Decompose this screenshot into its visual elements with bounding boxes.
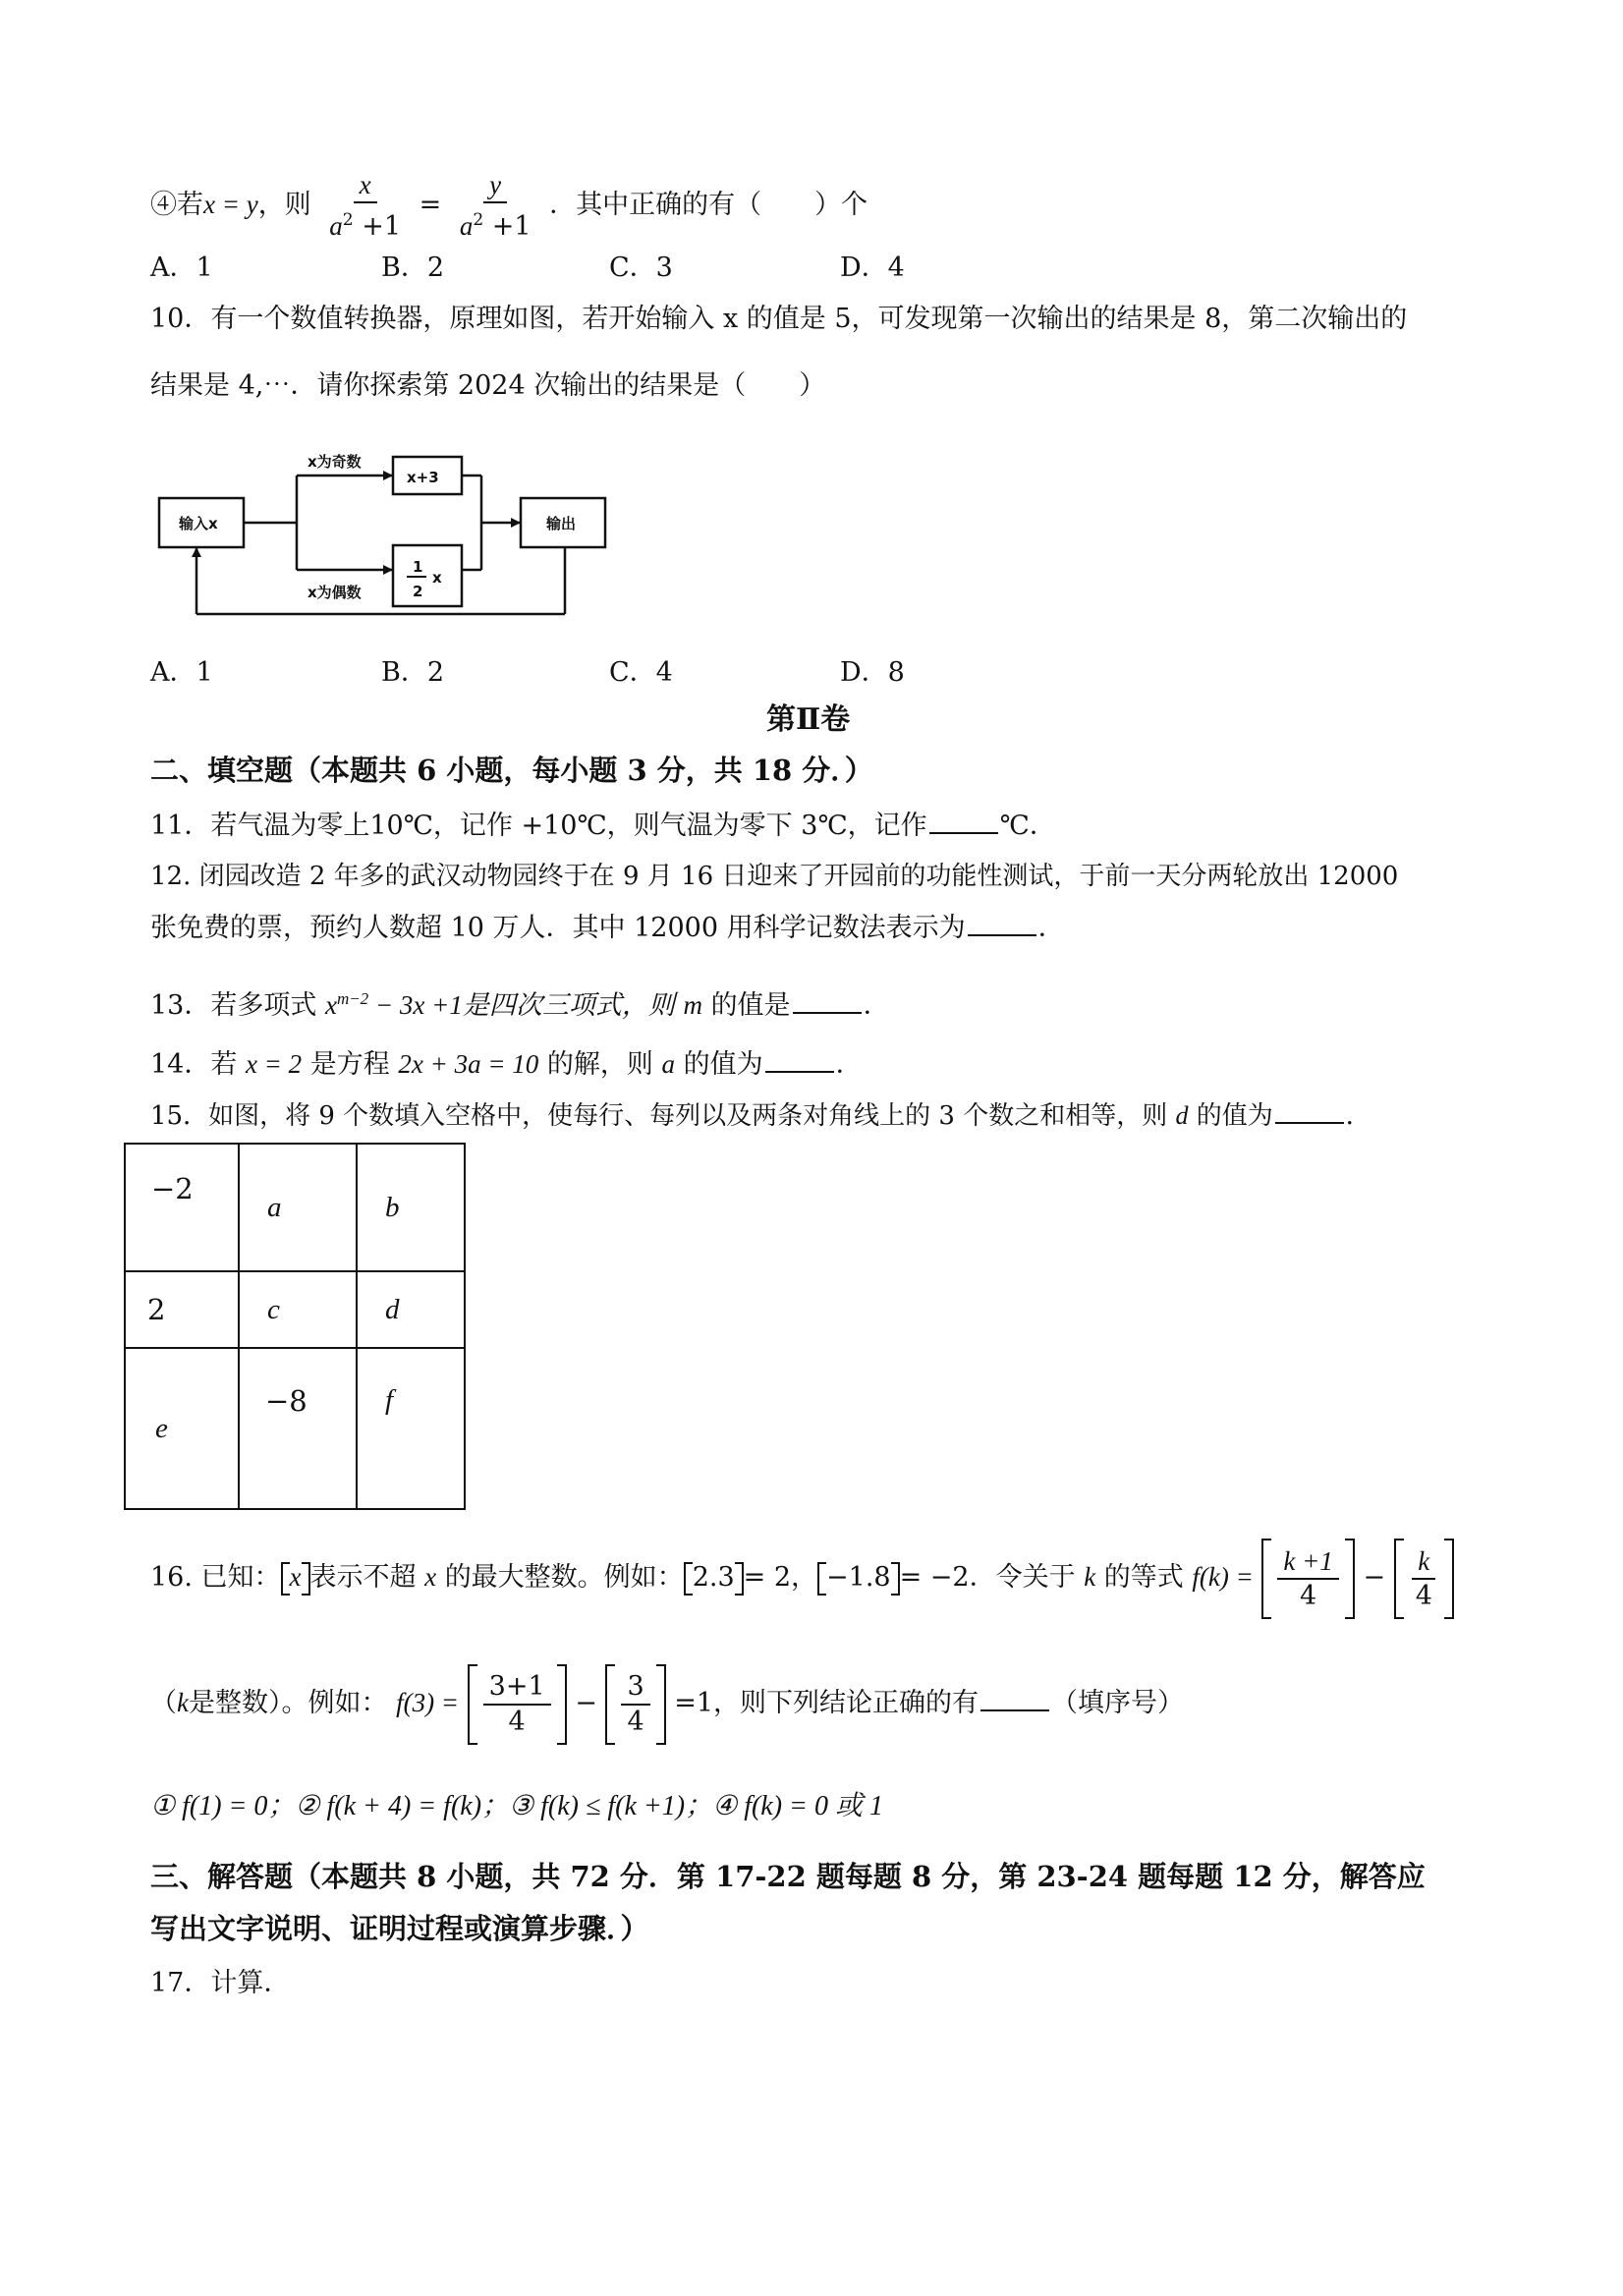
- odd-label: x为奇数: [308, 453, 362, 471]
- section3-line1: 三、解答题（本题共 8 小题，共 72 分．第 17-22 题每题 8 分，第 23-24 题每题 12 分，解答应: [150, 1860, 1426, 1893]
- q16-eq1: =1，则下列结论正确的有: [674, 1688, 979, 1718]
- q15-end: ．: [1345, 1101, 1371, 1131]
- q10-choice-c: C．4: [609, 657, 673, 688]
- q15: [150, 1098, 1371, 1133]
- q9-frac1-num: x: [354, 168, 377, 203]
- q9-choice-b: B．2: [381, 252, 445, 283]
- q14-pre: 14．若: [150, 1049, 238, 1080]
- q16-options: ① f(1) = 0；② f(k + 4) = f(k)；③ f(k) ≤ f(k +1)；④ f(k) = 0 或 1: [150, 1791, 883, 1821]
- q16-minus2: −: [575, 1688, 597, 1718]
- volume-title: 第Ⅱ卷: [766, 702, 851, 737]
- q13-blank: [793, 988, 862, 1014]
- cell-r3c1-value: e: [155, 1412, 168, 1444]
- q16-ex1-in: 2.3: [692, 1562, 735, 1593]
- q15-var: d: [1175, 1101, 1189, 1130]
- q17: 17．计算．: [150, 1968, 291, 1998]
- q13-var: m: [683, 990, 702, 1020]
- q16-fk: f(k) =: [1192, 1562, 1254, 1592]
- q9-eq: =: [419, 190, 442, 220]
- q13-post: 的值是: [710, 990, 791, 1021]
- q11-text: 11．若气温为零上10℃，记作 +10℃，则气温为零下 3℃，记作: [150, 811, 927, 841]
- cell-r2c1: [125, 1271, 239, 1348]
- q16-eq-intro: 的等式: [1103, 1562, 1184, 1593]
- cell-r3c1: [125, 1348, 239, 1509]
- q16-den4: 4: [627, 1706, 644, 1737]
- q11: [150, 809, 1056, 843]
- q16-line2-pre: （: [150, 1688, 177, 1718]
- q13: [150, 982, 890, 1023]
- q16-bracket4: [605, 1664, 665, 1745]
- q14-mid: 是方程: [309, 1049, 390, 1080]
- cell-r2c2-value: c: [267, 1293, 280, 1325]
- q16-ex2-in: −1.8: [826, 1562, 891, 1593]
- even-box: [393, 545, 462, 606]
- q16-num2: k: [1412, 1544, 1435, 1580]
- q9-frac1-den-rest: +1: [353, 211, 401, 242]
- converter-diagram: [147, 447, 619, 624]
- q13-rest: − 3x +1是四次三项式，则: [368, 990, 675, 1020]
- q14-post: 的解，则: [546, 1049, 653, 1080]
- q13-pre: 13．若多项式: [150, 990, 317, 1021]
- cell-r1c3-value: b: [385, 1191, 400, 1223]
- q16-ex2-out: = −2．令关于: [899, 1562, 1076, 1593]
- q11-blank: [929, 809, 998, 834]
- cell-r2c1-value: 2: [147, 1293, 166, 1326]
- q9-item4-cond: x = y: [203, 190, 258, 219]
- q16-x2: x: [424, 1562, 437, 1592]
- q10-choice-a: A．1: [150, 657, 213, 688]
- q16-line2-end: （填序号）: [1051, 1688, 1185, 1718]
- q16-minus: −: [1363, 1562, 1386, 1593]
- output-box-label: 输出: [546, 515, 577, 532]
- cell-r1c1-value: −2: [151, 1172, 194, 1205]
- cell-r2c3: [357, 1271, 465, 1348]
- q12-blank: [968, 911, 1036, 936]
- q9-frac2-den-base: a: [459, 211, 474, 241]
- q15-pre: 15．如图，将 9 个数填入空格中，使每行、每列以及两条对角线上的 3 个数之和相等，则: [150, 1101, 1168, 1131]
- q10-line2: 结果是 4,⋯．请你探索第 2024 次输出的结果是（ ）: [150, 370, 826, 401]
- q9-item4-tail: ．其中正确的有（ ）个: [549, 190, 868, 220]
- q13-base: x: [324, 990, 337, 1020]
- even-box-num: 1: [413, 558, 423, 576]
- q14: [150, 1047, 863, 1082]
- cell-r3c2-value: −8: [265, 1384, 308, 1418]
- cell-r2c2: [239, 1271, 357, 1348]
- q16-line2: [150, 1658, 1184, 1747]
- even-label: x为偶数: [308, 584, 362, 601]
- q9-choice-d: D．4: [840, 252, 905, 283]
- q12-line2-text: 张免费的票，预约人数超 10 万人．其中 12000 用科学记数法表示为: [150, 913, 966, 943]
- cell-r3c3: [357, 1348, 465, 1509]
- q9-item4-prefix: ④若: [150, 190, 203, 220]
- q14-post2: 的值为: [683, 1049, 763, 1080]
- q11-unit: ℃．: [999, 811, 1056, 841]
- q15-post: 的值为: [1196, 1101, 1273, 1131]
- cell-r3c3-value: f: [385, 1384, 394, 1416]
- q10-line1: 10．有一个数值转换器，原理如图，若开始输入 x 的值是 5，可发现第一次输出的结果是 8，第二次输出的: [150, 304, 1408, 334]
- q12-line2: [150, 911, 1065, 945]
- input-box-label: 输入x: [179, 515, 218, 532]
- q9-frac2-den-rest: +1: [483, 211, 532, 242]
- q13-exp: m−2: [336, 989, 369, 1008]
- q14-eq2: 2x + 3a = 10: [398, 1049, 539, 1079]
- q13-end: ．: [863, 990, 890, 1021]
- q16-ex1-out: = 2，: [743, 1562, 818, 1593]
- even-box-den: 2: [413, 583, 423, 600]
- q16-x-var: x: [289, 1562, 302, 1592]
- q9-frac2-den-exp: 2: [473, 210, 484, 230]
- section2-title: 二、填空题（本题共 6 小题，每小题 3 分，共 18 分．）: [150, 754, 873, 787]
- cell-r1c1: [125, 1144, 239, 1271]
- q9-item4: [150, 165, 867, 244]
- q10-choice-b: B．2: [381, 657, 445, 688]
- q9-frac1: [323, 168, 407, 244]
- q16-def: 表示不超: [309, 1562, 417, 1593]
- q14-var: a: [661, 1049, 675, 1079]
- q16-k-var: k: [1084, 1562, 1096, 1592]
- q9-item4-then: ，则: [257, 190, 311, 220]
- q15-blank: [1275, 1098, 1344, 1124]
- cell-r3c2: [239, 1348, 357, 1509]
- q16-bracket3: [468, 1664, 567, 1745]
- q14-end: ．: [835, 1049, 863, 1080]
- q9-frac1-den-exp: 2: [342, 210, 354, 230]
- q12-end: ．: [1037, 913, 1065, 943]
- q16-line2-mid: 是整数）。例如：: [188, 1688, 388, 1718]
- q9-frac2-num: y: [483, 168, 507, 203]
- cell-r2c3-value: d: [385, 1293, 400, 1325]
- cell-r1c2-value: a: [267, 1191, 282, 1223]
- magic-square: [124, 1143, 466, 1510]
- section3-line2: 写出文字说明、证明过程或演算步骤．）: [150, 1912, 649, 1945]
- cell-r1c3: [357, 1144, 465, 1271]
- q16-num4: 3: [621, 1670, 649, 1706]
- q14-eq1: x = 2: [245, 1049, 303, 1079]
- q16-den2: 4: [1415, 1580, 1432, 1611]
- q10-choice-d: D．8: [840, 657, 905, 688]
- q16-f3: f(3) =: [396, 1688, 460, 1717]
- q16-blank: [980, 1686, 1049, 1711]
- q16-den1: 4: [1300, 1580, 1317, 1611]
- q9-choice-a: A．1: [150, 252, 213, 283]
- q16-pre: 16. 已知：: [150, 1562, 281, 1593]
- q16-line2-k: k: [177, 1688, 189, 1717]
- q16-num1: k +1: [1277, 1544, 1338, 1580]
- q16-def2: 的最大整数。例如：: [444, 1562, 684, 1593]
- q16-line1: [150, 1533, 1454, 1621]
- q16-den3: 4: [508, 1706, 526, 1737]
- q12-line1: 12. 闭园改造 2 年多的武汉动物园终于在 9 月 16 日迎来了开园前的功能性测试，于前一天分两轮放出 12000: [150, 862, 1399, 891]
- cell-r1c2: [239, 1144, 357, 1271]
- even-box-var: x: [432, 569, 442, 587]
- q16-num3: 3+1: [483, 1670, 551, 1706]
- q14-blank: [765, 1047, 834, 1073]
- q9-frac2: [454, 168, 537, 244]
- q16-bracket2: [1394, 1539, 1454, 1619]
- odd-box-label: x+3: [407, 469, 439, 486]
- q9-choice-c: C．3: [609, 252, 673, 283]
- q16-bracket1: [1261, 1539, 1354, 1619]
- q9-frac1-den-base: a: [329, 211, 343, 241]
